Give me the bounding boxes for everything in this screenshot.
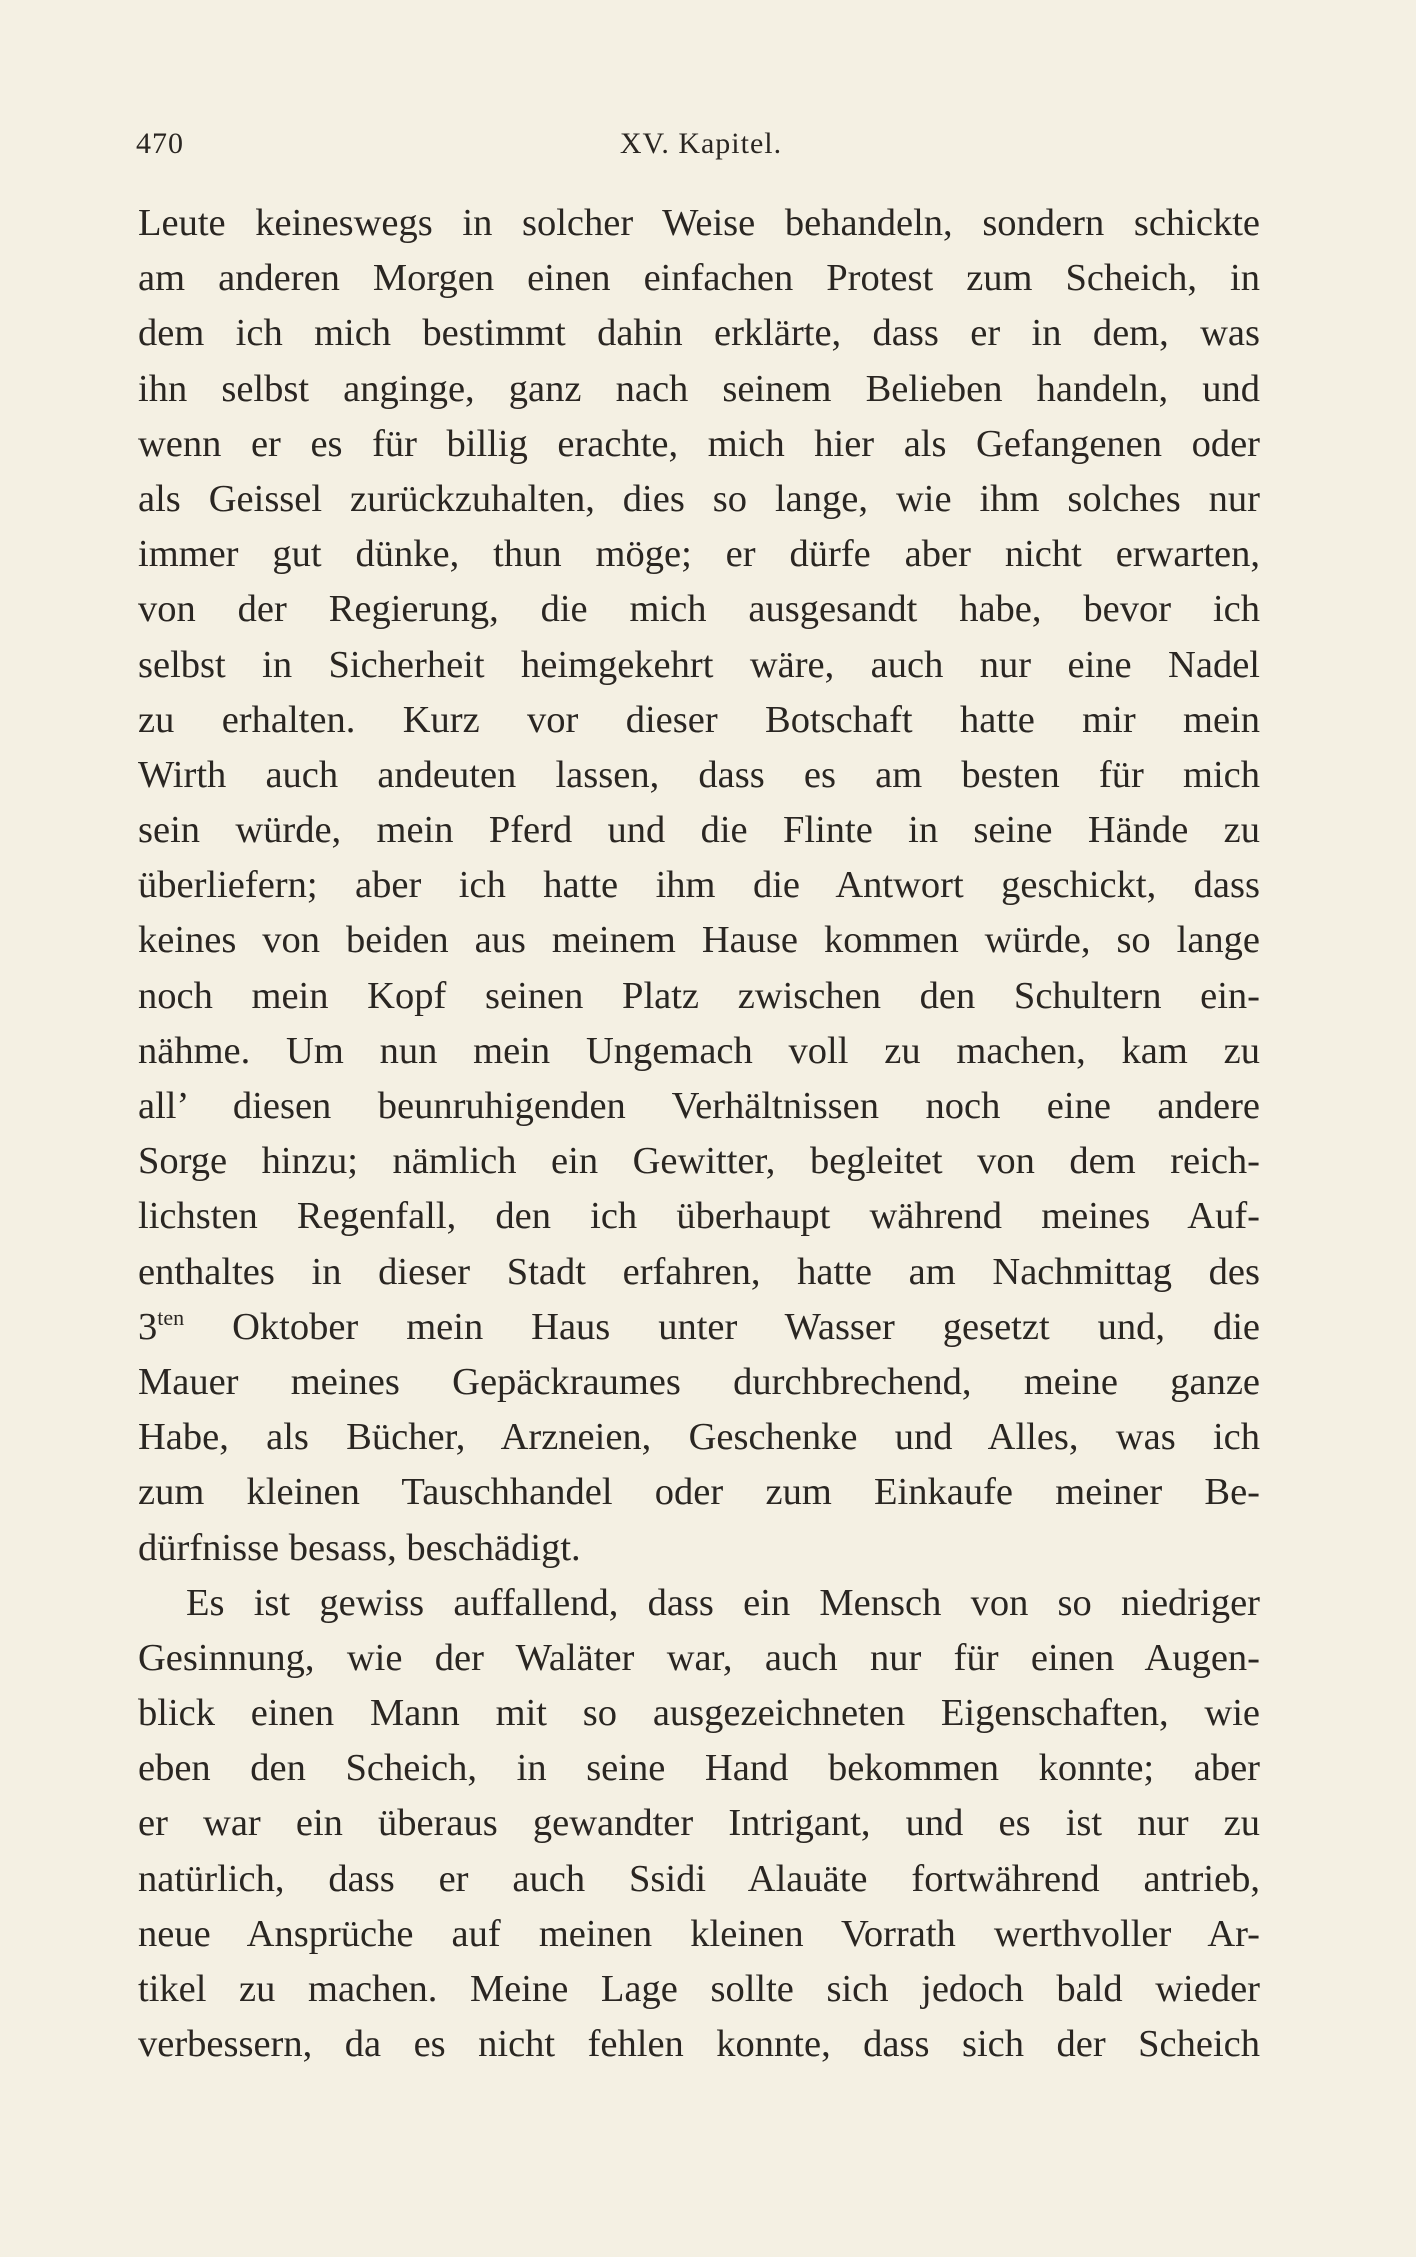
text-line: Wirth auch andeuten lassen, dass es am besten für mich bbox=[138, 753, 1260, 796]
text-line: verbessern, da es nicht fehlen konnte, dass sich der Scheich bbox=[138, 2023, 1260, 2066]
page-header bbox=[136, 124, 1256, 164]
text-line: blick einen Mann mit so ausgezeichneten Eigenschaften, wie bbox=[138, 1692, 1260, 1735]
text-line: keines von beiden aus meinem Hause kommen würde, so lange bbox=[138, 919, 1260, 962]
text-line-paragraph-start: Es ist gewiss auffallend, dass ein Mensch von so niedriger bbox=[186, 1581, 1260, 1624]
text-line: Sorge hinzu; nämlich ein Gewitter, begleitet von dem reich- bbox=[138, 1140, 1260, 1183]
text-line: Gesinnung, wie der Waläter war, auch nur für einen Augen- bbox=[138, 1636, 1260, 1679]
text-line: eben den Scheich, in seine Hand bekommen konnte; aber bbox=[138, 1747, 1260, 1790]
text-line: immer gut dünke, thun möge; er dürfe aber nicht erwarten, bbox=[138, 533, 1260, 576]
body-text bbox=[138, 196, 1260, 2072]
text-line-ordinal bbox=[138, 1300, 1260, 1355]
text-line: am anderen Morgen einen einfachen Protest zum Scheich, in bbox=[138, 257, 1260, 300]
text-line: enthaltes in dieser Stadt erfahren, hatte am Nachmittag des bbox=[138, 1250, 1260, 1293]
text-line: noch mein Kopf seinen Platz zwischen den Schultern ein- bbox=[138, 974, 1260, 1017]
text-line: dem ich mich bestimmt dahin erklärte, dass er in dem, was bbox=[138, 312, 1260, 355]
text-line: von der Regierung, die mich ausgesandt habe, bevor ich bbox=[138, 588, 1260, 631]
text-line: er war ein überaus gewandter Intrigant, und es ist nur zu bbox=[138, 1802, 1260, 1845]
text-line: überliefern; aber ich hatte ihm die Antwort geschickt, dass bbox=[138, 864, 1260, 907]
text-line: ihn selbst anginge, ganz nach seinem Belieben handeln, und bbox=[138, 367, 1260, 410]
text-line: selbst in Sicherheit heimgekehrt wäre, auch nur eine Nadel bbox=[138, 643, 1260, 686]
text-line: neue Ansprüche auf meinen kleinen Vorrath werthvoller Ar- bbox=[138, 1912, 1260, 1955]
text-line: wenn er es für billig erachte, mich hier als Gefangenen oder bbox=[138, 422, 1260, 465]
text-line: all’ diesen beunruhigenden Verhältnissen noch eine andere bbox=[138, 1085, 1260, 1127]
text-line: tikel zu machen. Meine Lage sollte sich jedoch bald wieder bbox=[138, 1968, 1260, 2010]
text-line: Habe, als Bücher, Arzneien, Geschenke und Alles, was ich bbox=[138, 1416, 1260, 1459]
text-line: zum kleinen Tauschhandel oder zum Einkaufe meiner Be- bbox=[138, 1471, 1260, 1514]
text-line-paragraph-end: dürfnisse besass, beschädigt. bbox=[138, 1526, 581, 1569]
text-line: sein würde, mein Pferd und die Flinte in seine Hände zu bbox=[138, 809, 1260, 852]
text-line: zu erhalten. Kurz vor dieser Botschaft hatte mir mein bbox=[138, 698, 1260, 741]
text-line: natürlich, dass er auch Ssidi Alauäte fortwährend antrieb, bbox=[138, 1857, 1260, 1900]
text-line: lichsten Regenfall, den ich überhaupt während meines Auf- bbox=[138, 1195, 1260, 1238]
text-line: als Geissel zurückzuhalten, dies so lange, wie ihm solches nur bbox=[138, 477, 1260, 520]
ordinal-number: 3 bbox=[138, 1305, 158, 1348]
text-line: Mauer meines Gepäckraumes durchbrechend, meine ganze bbox=[138, 1360, 1260, 1403]
text-line: nähme. Um nun mein Ungemach voll zu machen, kam zu bbox=[138, 1029, 1260, 1072]
ordinal-superscript: ten bbox=[157, 1304, 185, 1330]
text-line: Leute keineswegs in solcher Weise behandeln, sondern schickte bbox=[138, 202, 1260, 244]
ordinal-line-rest: Oktober mein Haus unter Wasser gesetzt und, die bbox=[184, 1305, 1260, 1348]
page-number: 470 bbox=[136, 127, 184, 160]
running-title: XV. Kapitel. bbox=[619, 127, 783, 160]
